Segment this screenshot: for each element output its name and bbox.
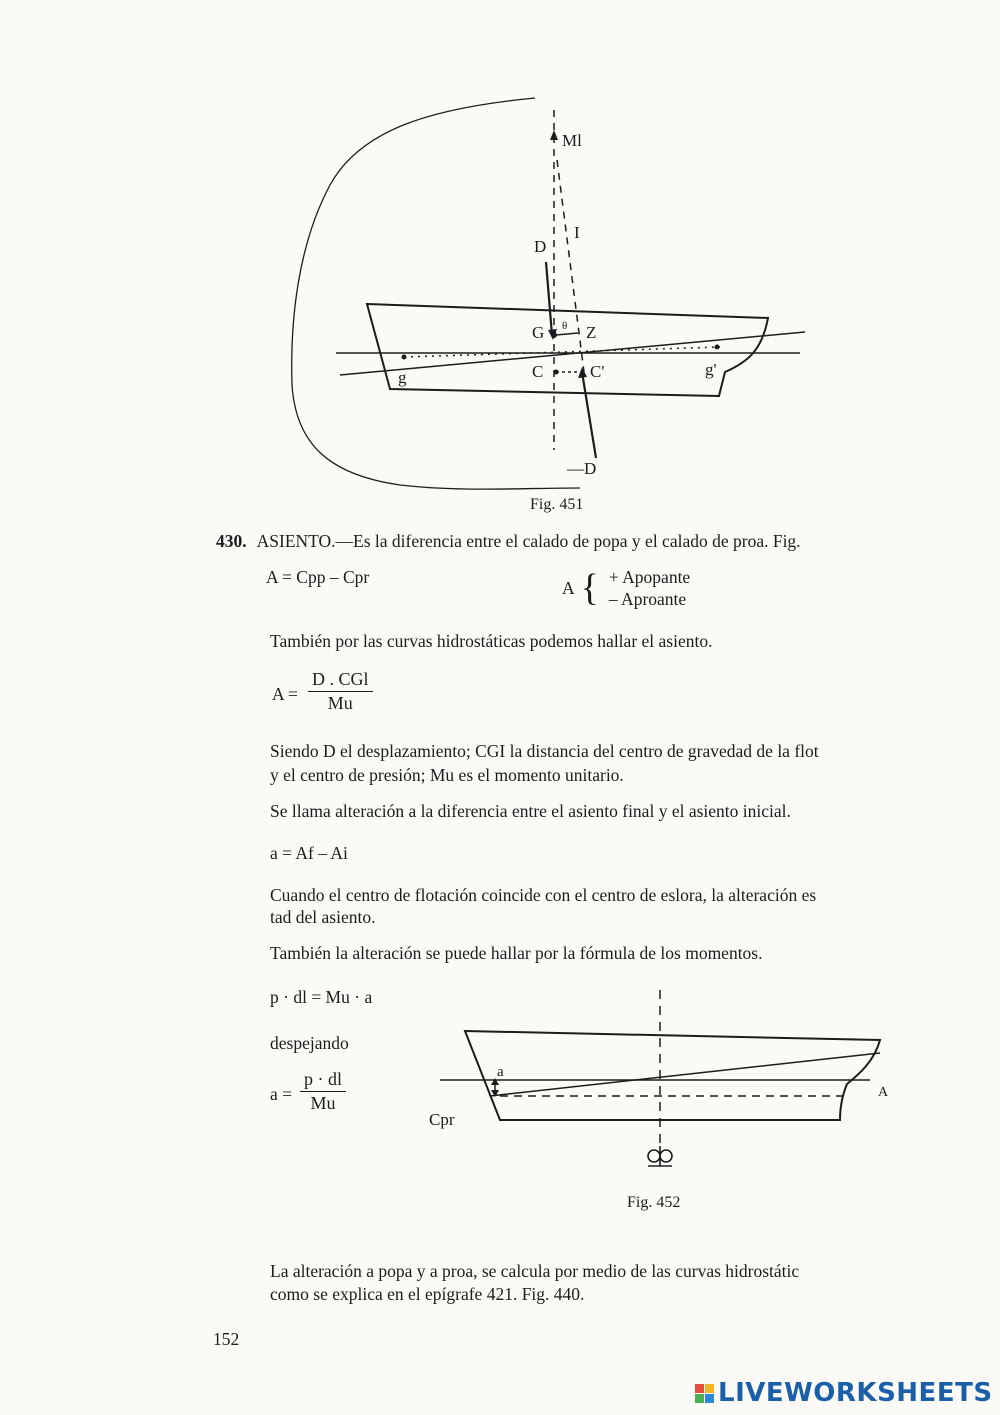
fig451-outline-curve bbox=[292, 98, 580, 489]
trim-plus: + Apopante bbox=[608, 567, 691, 587]
formula-cgl-fraction bbox=[308, 669, 373, 714]
paragraph-momentos: También la alteración se puede hallar por la fórmula de los momentos. bbox=[270, 943, 763, 963]
formula-a2-denominator: Mu bbox=[310, 1093, 336, 1113]
paragraph-alteracion: Se llama alteración a la diferencia entre el asiento final y el asiento inicial. bbox=[270, 801, 791, 821]
section-number: 430. bbox=[216, 531, 247, 551]
section-heading bbox=[216, 530, 801, 552]
page-number: 152 bbox=[213, 1329, 240, 1349]
figure-451 bbox=[0, 90, 1000, 520]
paragraph-final-2: como se explica en el epígrafe 421. Fig. 440. bbox=[270, 1284, 585, 1304]
fig451-dotted-gg bbox=[404, 347, 720, 357]
fig452-label-a: a bbox=[497, 1064, 504, 1080]
paragraph-final-1: La alteración a popa y a proa, se calcula por medio de las curvas hidrostátic bbox=[270, 1261, 800, 1281]
fig451-label-minus-d: —D bbox=[567, 459, 597, 478]
formula-momentos: p · dl = Mu · a bbox=[270, 987, 373, 1007]
figure-452 bbox=[0, 980, 1000, 1180]
trim-brace bbox=[562, 566, 690, 610]
fig451-label-g-small: g bbox=[398, 368, 407, 387]
formula-cgl-denominator: Mu bbox=[327, 693, 353, 713]
paragraph-hydrostatic: También por las curvas hidrostáticas podemos hallar el asiento. bbox=[270, 631, 713, 651]
fig452-label-cpr: Cpr bbox=[429, 1110, 455, 1129]
fig451-point-g-prime bbox=[715, 345, 720, 350]
fig451-label-c: C bbox=[532, 362, 544, 381]
fig451-point-g bbox=[402, 355, 407, 360]
label-despejando: despejando bbox=[270, 1033, 349, 1053]
fig451-arrowhead-minus-d bbox=[578, 367, 587, 378]
formula-a2-lhs: a = bbox=[270, 1084, 293, 1104]
fig452-label-a-right: A bbox=[878, 1085, 889, 1100]
fig451-force-d bbox=[546, 262, 552, 335]
fig451-label-g: G bbox=[532, 323, 545, 342]
logo-squares-icon bbox=[695, 1384, 714, 1403]
formula-cgl-lhs: A = bbox=[272, 684, 298, 704]
formula-cgl-numerator: D . CGl bbox=[312, 669, 369, 689]
trim-letter: A bbox=[562, 577, 575, 598]
fig451-hull bbox=[367, 304, 768, 396]
logo-text: LIVEWORKSHEETS bbox=[718, 1378, 993, 1408]
fig451-label-ml: Ml bbox=[562, 131, 582, 150]
section-title: ASIENTO. bbox=[256, 531, 336, 551]
formula-a2-numerator: p · dl bbox=[304, 1069, 342, 1089]
flotation-center-icon bbox=[648, 1146, 672, 1166]
section-intro: —Es la diferencia entre el calado de popa y el calado de proa. Fig. bbox=[335, 531, 801, 551]
fig452-caption: Fig. 452 bbox=[627, 1194, 681, 1211]
fig451-label-z: Z bbox=[586, 323, 597, 342]
fig451-label-d-top: D bbox=[534, 237, 547, 256]
trim-minus: – Aproante bbox=[608, 589, 687, 609]
fig451-label-i: I bbox=[574, 223, 580, 242]
paragraph-siendo-2: y el centro de presión; Mu es el momento unitario. bbox=[270, 765, 624, 785]
fig451-caption: Fig. 451 bbox=[530, 496, 584, 513]
fig451-g-z bbox=[556, 333, 578, 335]
fig451-label-c-prime: C' bbox=[590, 362, 605, 381]
fig451-label-theta: θ bbox=[562, 320, 568, 332]
paragraph-siendo-1: Siendo D el desplazamiento; CGI la distancia del centro de gravedad de la flot bbox=[270, 741, 819, 761]
fig451-arrowhead-ml bbox=[550, 130, 558, 140]
brace-icon: { bbox=[580, 567, 599, 609]
fig452-waterline-inclined bbox=[490, 1053, 880, 1096]
liveworksheets-logo bbox=[695, 1378, 993, 1408]
fig451-point-g-center bbox=[551, 332, 557, 338]
fig451-point-c bbox=[554, 370, 559, 375]
fig451-force-minus-d bbox=[582, 372, 596, 458]
formula-alteracion: a = Af – Ai bbox=[270, 843, 348, 863]
paragraph-cuando-1: Cuando el centro de flotación coincide con el centro de eslora, la alteración es bbox=[270, 885, 817, 905]
paragraph-cuando-2: tad del asiento. bbox=[270, 907, 376, 927]
fig451-inclined-dashed bbox=[557, 160, 584, 372]
formula-a: A = Cpp – Cpr bbox=[266, 567, 370, 587]
fig451-label-g-small-prime: g' bbox=[705, 360, 717, 379]
